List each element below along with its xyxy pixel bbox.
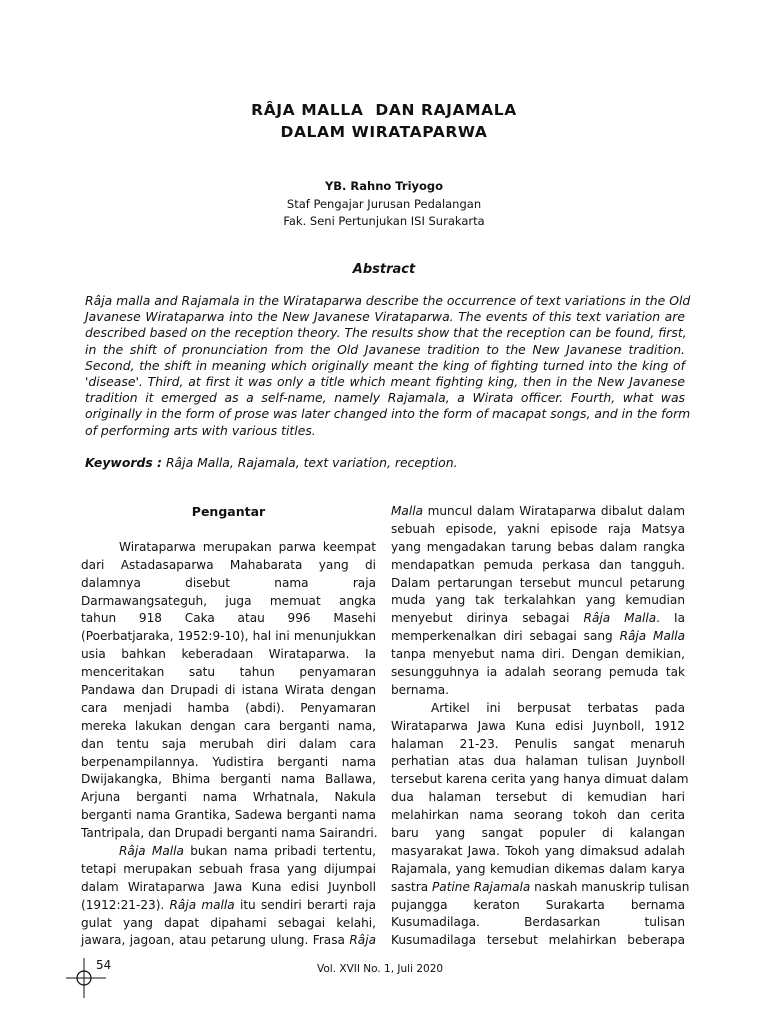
body-line bbox=[391, 879, 690, 897]
body-line: menceritakan satu tahun penyamaran bbox=[81, 665, 376, 680]
body-line: muda yang tak terkalahkan yang kemudian bbox=[391, 593, 685, 608]
body-column-left bbox=[81, 503, 376, 950]
abstract-line: described based on the reception theory. The results show that the reception can be found, first, bbox=[85, 325, 687, 341]
body-column-right bbox=[391, 503, 690, 950]
body-line: Pandawa dan Drupadi di istana Wirata dengan bbox=[81, 683, 376, 698]
body-line: Dwijakangka, Bhima berganti nama Ballawa, bbox=[81, 772, 376, 787]
abstract-body bbox=[85, 293, 691, 439]
body-line: (Poerbatjaraka, 1952:9-10), hal ini menunjukkan bbox=[81, 629, 376, 644]
body-line: Kusumadilaga tersebut melahirkan beberapa bbox=[391, 933, 685, 948]
body-line: Wirataparwa Jawa Kuna edisi Juynboll, 1912 bbox=[391, 718, 685, 733]
body-line: bernama. bbox=[391, 682, 449, 697]
body-line: mendapatkan pemuda perkasa dan tangguh. bbox=[391, 557, 685, 572]
body-line: mereka lakukan dengan cara berganti nama, bbox=[81, 718, 376, 733]
body-text: . Ia bbox=[656, 611, 685, 626]
body-line: baru yang sangat populer di kalangan bbox=[391, 826, 685, 841]
body-line bbox=[81, 932, 376, 950]
body-line: yang mengadakan tarung bebas dalam rangka bbox=[391, 539, 685, 554]
abstract-line: of performing arts with various titles. bbox=[85, 422, 316, 438]
body-line: Artikel ini berpusat terbatas pada bbox=[431, 700, 685, 715]
body-line: tersebut karena cerita yang hanya dimuat dalam bbox=[391, 772, 689, 787]
body-line: Arjuna berganti nama Wrhatnala, Nakula bbox=[81, 790, 376, 805]
body-line: berpenampilannya. Yudistira berganti nama bbox=[81, 754, 376, 769]
body-text: memperkenalkan diri sebagai sang bbox=[391, 629, 620, 644]
body-line bbox=[391, 628, 685, 646]
title-line-2: DALAM WIRATAPARWA bbox=[280, 123, 488, 141]
body-line: Kusumadilaga. Berdasarkan tulisan bbox=[391, 915, 685, 930]
italic-term: Râja Malla bbox=[583, 611, 657, 626]
body-text: (1912:21-23). bbox=[81, 897, 170, 912]
abstract-line: Javanese Wirataparwa into the New Javanese Virataparwa. The events of this text variation are bbox=[85, 309, 685, 325]
body-line: gulat yang dapat dipahami sebagai kelahi, bbox=[81, 915, 376, 930]
body-line: Wirataparwa merupakan parwa keempat bbox=[119, 539, 376, 554]
body-line bbox=[81, 897, 376, 915]
body-line: dalamnya disebut nama raja bbox=[81, 575, 376, 590]
body-line: Dalam pertarungan tersebut muncul petarung bbox=[391, 575, 685, 590]
abstract-line: Râja malla and Rajamala in the Wirataparwa describe the occurrence of text variations in the Old bbox=[85, 293, 691, 308]
body-line: dua halaman tersebut di kemudian hari bbox=[391, 790, 685, 805]
body-line: dalam Wirataparwa Jawa Kuna edisi Juynboll bbox=[81, 879, 376, 894]
body-line: Tantripala, dan Drupadi berganti nama Sairandri. bbox=[81, 826, 378, 841]
abstract-line: originally in the form of prose was later changed into the form of macapat songs, and in the form bbox=[85, 406, 691, 422]
body-line: Rajamala, yang kemudian dikemas dalam karya bbox=[391, 861, 685, 876]
italic-term: Malla bbox=[391, 504, 423, 518]
body-line: sesungguhnya ia adalah seorang pemuda tak bbox=[391, 665, 685, 680]
body-text: muncul dalam Wirataparwa dibalut dalam bbox=[422, 504, 685, 518]
body-text: itu sendiri berarti raja bbox=[234, 897, 376, 912]
body-text: menyebut dirinya sebagai bbox=[391, 611, 584, 626]
abstract-line: 'disease'. Third, at first it was only a title which meant fighting king, then in the New Javanese bbox=[85, 374, 685, 390]
italic-term: Râja Malla bbox=[119, 844, 184, 859]
body-line: pujangga keraton Surakarta bernama bbox=[391, 897, 685, 912]
abstract-line: tradition it emerged as a self-name, namely Rajamala, a Wirata officer. Fourth, what was bbox=[85, 390, 685, 406]
author-affiliation-1: Staf Pengajar Jurusan Pedalangan bbox=[286, 196, 482, 211]
body-line: Darmawangsateguh, juga memuat angka bbox=[81, 593, 376, 608]
author-block bbox=[0, 178, 768, 231]
body-line: tetapi merupakan sebuah frasa yang dijumpai bbox=[81, 861, 376, 876]
body-line: sebuah episode, yakni episode raja Matsya bbox=[391, 521, 685, 536]
article-title bbox=[0, 99, 768, 143]
body-line bbox=[391, 503, 685, 521]
author-name: YB. Rahno Triyogo bbox=[324, 179, 444, 193]
body-line: tahun 918 Caka atau 996 Masehi bbox=[81, 611, 376, 626]
keywords-label: Keywords : bbox=[85, 455, 162, 470]
body-line: usia bahkan keberadaan Wirataparwa. Ia bbox=[81, 647, 376, 662]
abstract-heading: Abstract bbox=[352, 262, 416, 277]
body-line: cara menjadi hamba (abdi). Penyamaran bbox=[81, 700, 376, 715]
title-line-1: RÂJA MALLA DAN RAJAMALA bbox=[251, 101, 517, 119]
italic-term: Râja malla bbox=[169, 897, 235, 912]
body-line: dan tentu saja merubah diri dalam cara bbox=[81, 736, 376, 751]
body-line: berganti nama Grantika, Sadewa berganti nama bbox=[81, 808, 376, 823]
body-line: masyarakat Jawa. Tokoh yang dimaksud adalah bbox=[391, 843, 685, 858]
author-affiliation-2: Fak. Seni Pertunjukan ISI Surakarta bbox=[283, 214, 485, 228]
keywords-line bbox=[85, 455, 685, 470]
abstract-line: in the shift of pronunciation from the Old Javanese tradition to the New Javanese tradition. bbox=[85, 341, 685, 357]
body-line: melahirkan nama seorang tokoh dan cerita bbox=[391, 808, 685, 823]
body-text: naskah manuskrip tulisan bbox=[530, 879, 690, 894]
keywords-text: Râja Malla, Rajamala, text variation, reception. bbox=[162, 455, 458, 470]
journal-volume: Vol. XVII No. 1, Juli 2020 bbox=[317, 963, 444, 975]
body-line bbox=[391, 610, 685, 628]
body-text: sastra bbox=[391, 879, 432, 894]
body-text: bukan nama pribadi tertentu, bbox=[183, 844, 376, 859]
body-text: jawara, jagoan, atau petarung ulung. Frasa bbox=[81, 933, 350, 948]
italic-term: Râja bbox=[349, 933, 376, 948]
page-number: 54 bbox=[96, 958, 112, 972]
body-line: halaman 21-23. Penulis sangat menaruh bbox=[391, 736, 685, 751]
italic-term: Râja Malla bbox=[619, 629, 686, 644]
body-line: dari Astadasaparwa Mahabarata yang di bbox=[81, 557, 376, 572]
italic-term: Patine Rajamala bbox=[431, 879, 531, 894]
body-line: tanpa menyebut nama diri. Dengan demikian, bbox=[391, 647, 685, 662]
body-line bbox=[81, 843, 376, 861]
body-line: perhatian atas dua halaman tulisan Juynboll bbox=[391, 754, 685, 769]
section-heading: Pengantar bbox=[191, 504, 266, 519]
abstract-line: Second, the shift in meaning which originally meant the king of fighting turned into the king of bbox=[85, 357, 685, 373]
